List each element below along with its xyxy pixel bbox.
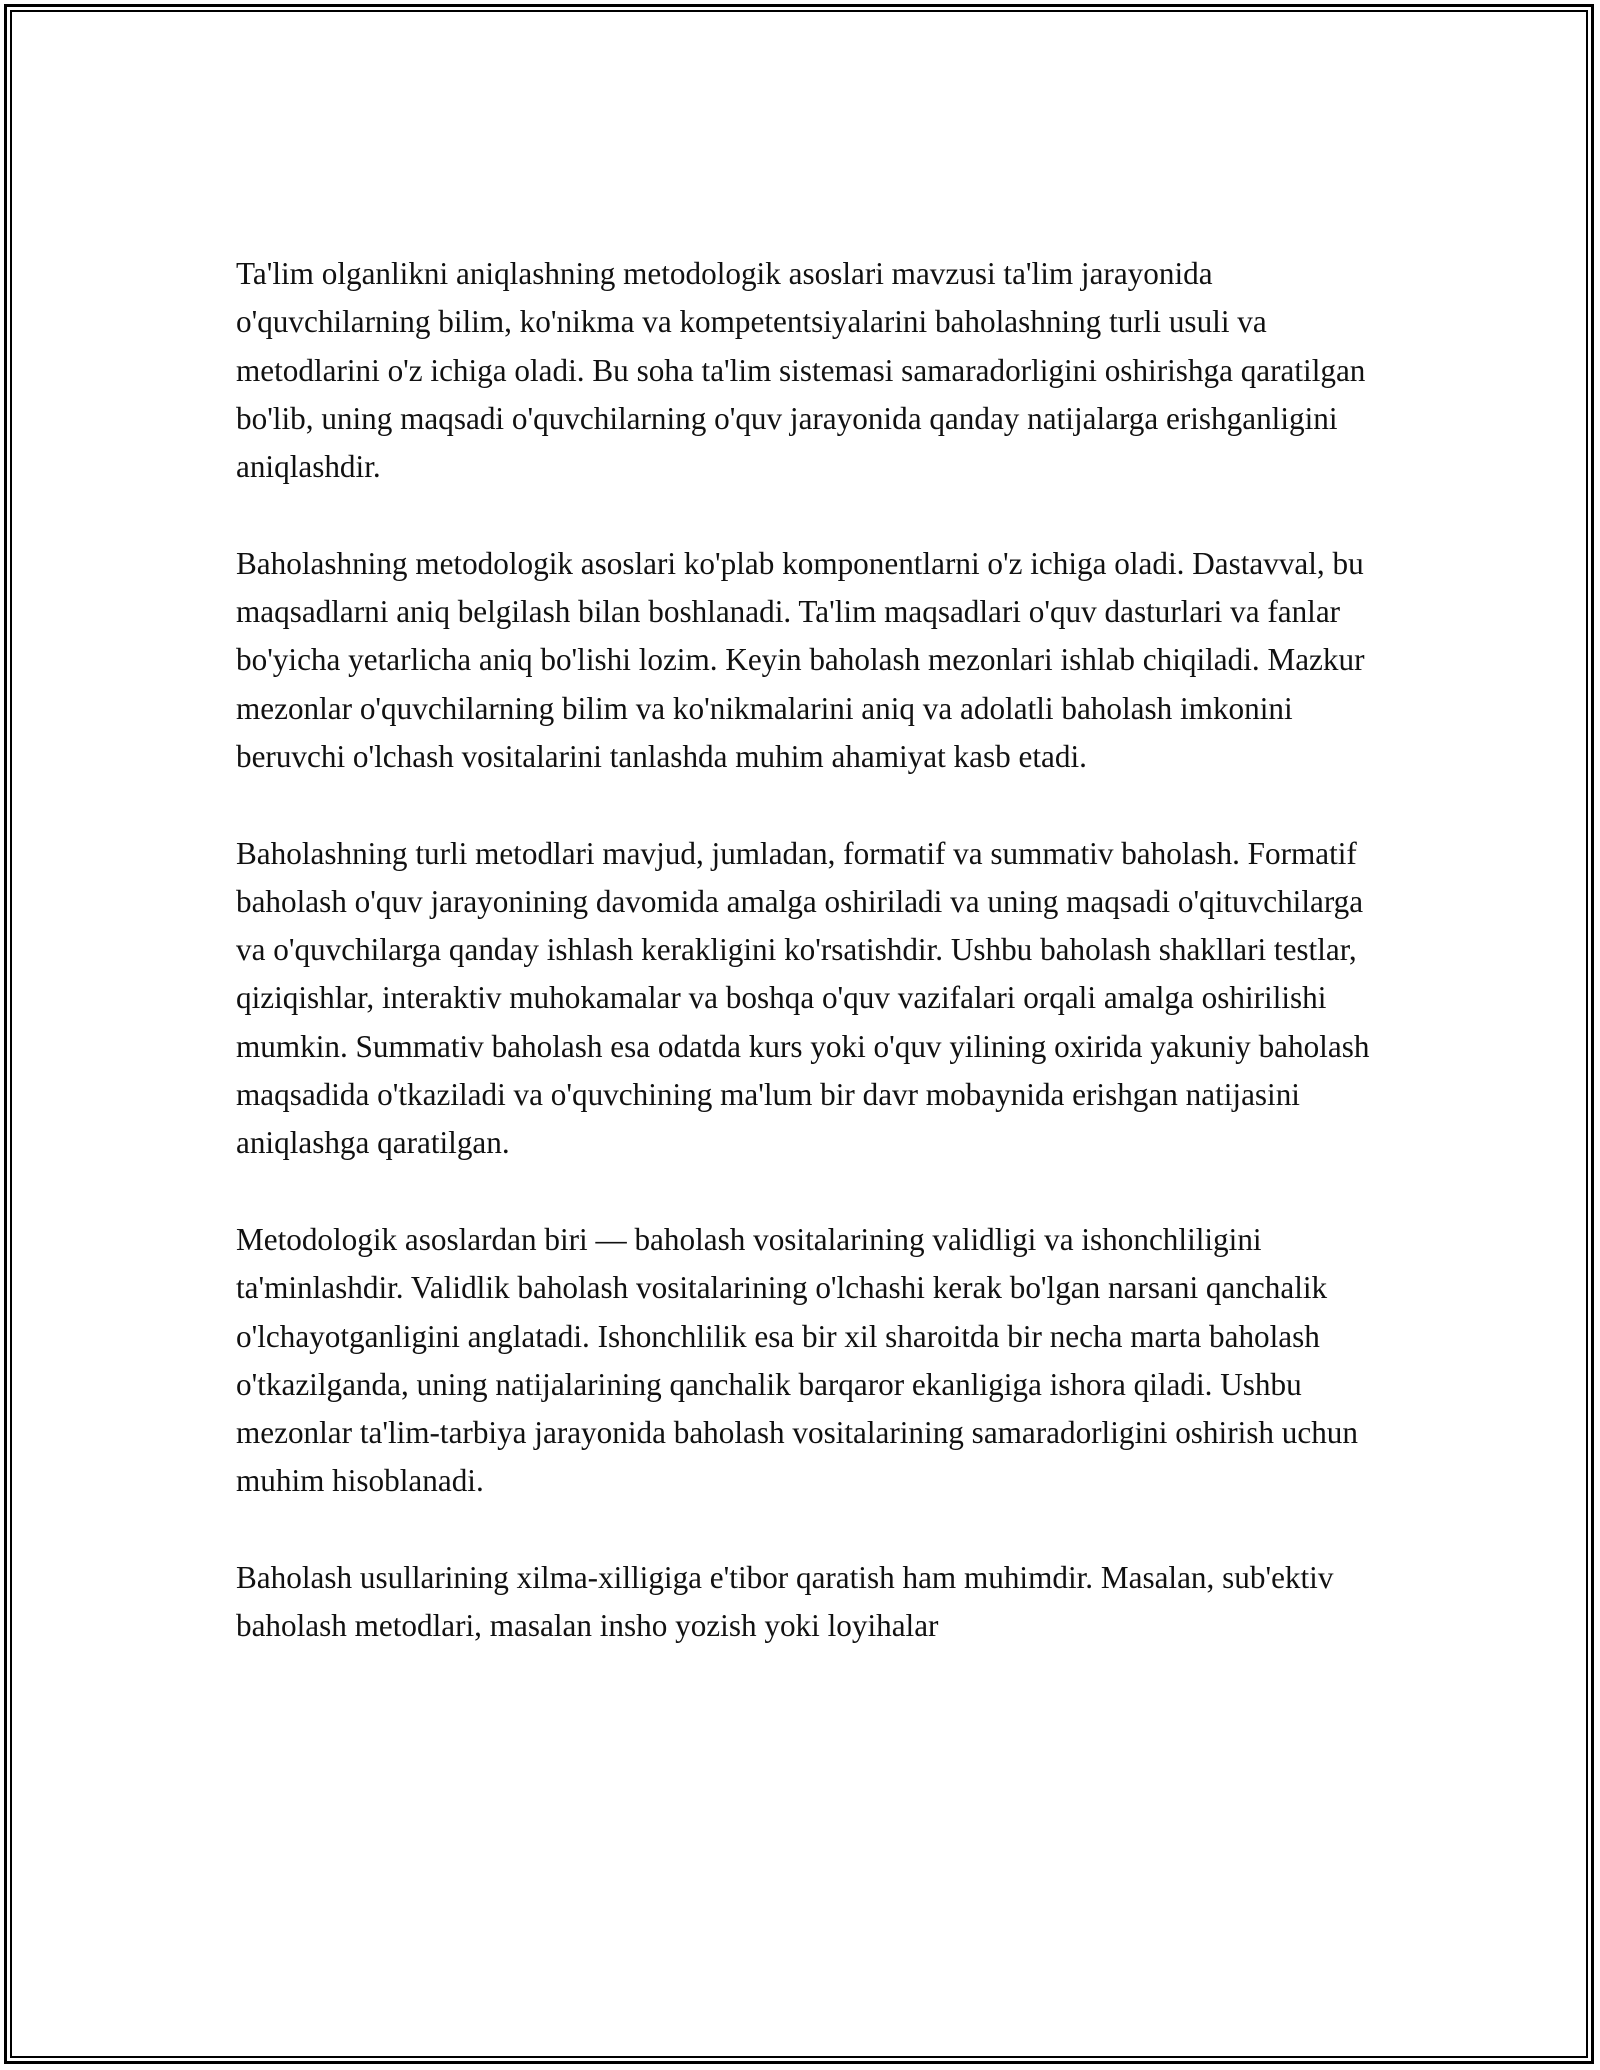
document-body bbox=[236, 250, 1396, 1651]
paragraph-3: Baholashning turli metodlari mavjud, jumladan, formatif va summativ baholash. Formatif baholash o'quv jarayonining davomida amalga oshiriladi va uning maqsadi o'qituvchilarga va o'quvchilarga qanday ishlash kerakligini ko'rsatishdir. Ushbu baholash shakllari testlar, qiziqishlar, interaktiv muhokamalar va boshqa o'quv vazifalari orqali amalga oshirilishi mumkin. Summativ baholash esa odatda kurs yoki o'quv yilining oxirida yakuniy baholash maqsadida o'tkaziladi va o'quvchining ma'lum bir davr mobaynida erishgan natijasini aniqlashga qaratilgan. bbox=[236, 835, 1370, 1161]
paragraph-2: Baholashning metodologik asoslari ko'plab komponentlarni o'z ichiga oladi. Dastavval, bu maqsadlarni aniq belgilash bilan boshlanadi. Ta'lim maqsadlari o'quv dasturlari va fanlar bo'yicha yetarlicha aniq bo'lishi lozim. Keyin baholash mezonlari ishlab chiqiladi. Mazkur mezonlar o'quvchilarning bilim va ko'nikmalarini aniq va adolatli baholash imkonini beruvchi o'lchash vositalarini tanlashda muhim ahamiyat kasb etadi. bbox=[236, 545, 1365, 774]
paragraph-1: Ta'lim olganlikni aniqlashning metodologik asoslari mavzusi ta'lim jarayonida o'quvchilarning bilim, ko'nikma va kompetentsiyalarini baholashning turli usuli va metodlarini o'z ichiga oladi. Bu soha ta'lim sistemasi samaradorligini oshirishga qaratilgan bo'lib, uning maqsadi o'quvchilarning o'quv jarayonida qanday natijalarga erishganligini aniqlashdir. bbox=[236, 256, 1366, 485]
paragraph-4: Metodologik asoslardan biri — baholash vositalarining validligi va ishonchliligini ta'minlashdir. Validlik baholash vositalarining o'lchashi kerak bo'lgan narsani qanchalik o'lchayotganligini anglatadi. Ishonchlilik esa bir xil sharoitda bir necha marta baholash o'tkazilganda, uning natijalarining qanchalik barqaror ekanligiga ishora qiladi. Ushbu mezonlar ta'lim-tarbiya jarayonida baholash vositalarining samaradorligini oshirish uchun muhim hisoblanadi. bbox=[236, 1221, 1358, 1499]
paragraph-5: Baholash usullarining xilma-xilligiga e'tibor qaratish ham muhimdir. Masalan, sub'ektiv baholash metodlari, masalan insho yozish yoki loyihalar bbox=[236, 1560, 1334, 1644]
